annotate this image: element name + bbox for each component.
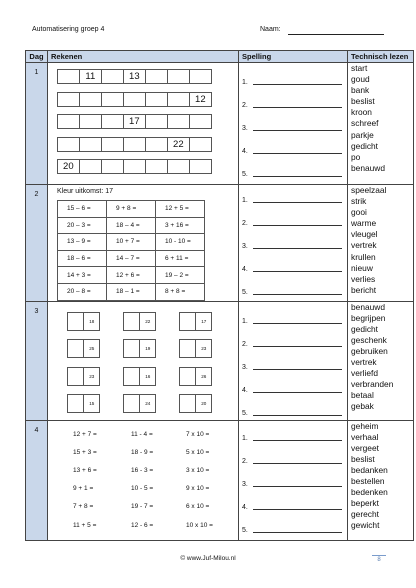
- sum-item[interactable]: 6 x 10 =: [186, 503, 210, 511]
- reading-word: benauwd: [351, 301, 385, 312]
- reading-word: gedicht: [351, 140, 379, 151]
- numberline-answer-cell[interactable]: [145, 159, 168, 174]
- split-given-box: 23: [83, 367, 100, 386]
- spelling-number: 4.: [242, 148, 248, 155]
- reading-word: bedenken: [351, 487, 388, 498]
- spelling-number: 3.: [242, 243, 248, 250]
- sum-cell[interactable]: 18 – 4 =: [107, 217, 156, 234]
- color-instruction: Kleur uitkomst: 17: [57, 188, 114, 195]
- mixed-sums-exercise: [48, 420, 239, 540]
- sum-cell[interactable]: 8 + 8 =: [156, 283, 205, 300]
- sum-cell[interactable]: 10 + 7 =: [107, 234, 156, 251]
- numberline-answer-cell[interactable]: [145, 92, 168, 107]
- worksheet-title: Automatisering groep 4: [32, 26, 105, 33]
- day-number: 4: [26, 420, 48, 540]
- sum-cell[interactable]: 18 – 1 =: [107, 283, 156, 300]
- spelling-number: 3.: [242, 125, 248, 132]
- numberline-row: [57, 137, 238, 152]
- sum-item[interactable]: 18 - 9 =: [131, 448, 154, 456]
- split-given-box: 26: [195, 367, 212, 386]
- sum-cell[interactable]: 14 + 3 =: [58, 267, 107, 284]
- col-header-spelling: Spelling: [239, 51, 348, 63]
- reading-word: gebruiken: [351, 345, 388, 356]
- numberline-given-cell: 11: [79, 69, 102, 84]
- name-field-line[interactable]: [288, 34, 384, 35]
- spelling-number: 5.: [242, 526, 248, 534]
- numberline-answer-cell[interactable]: [101, 69, 124, 84]
- numberline-answer-cell[interactable]: [189, 137, 212, 152]
- reading-word: verlies: [351, 273, 376, 284]
- reading-word: geheim: [351, 420, 379, 431]
- split-answer-box[interactable]: [67, 367, 84, 386]
- reading-word: schreef: [351, 118, 379, 129]
- numberline-answer-cell[interactable]: [57, 114, 80, 129]
- reading-word: begrijpen: [351, 312, 386, 323]
- reading-word: gerecht: [351, 509, 379, 520]
- sum-item[interactable]: 9 + 1 =: [73, 485, 94, 493]
- reading-word: verbranden: [351, 379, 394, 390]
- numberline-answer-cell[interactable]: [167, 92, 190, 107]
- spelling-number: 5.: [242, 409, 248, 417]
- spelling-line[interactable]: [242, 121, 342, 131]
- sums-row: [58, 267, 205, 284]
- spelling-number: 4.: [242, 386, 248, 394]
- table-header-row: [26, 51, 414, 63]
- split-answer-box[interactable]: [67, 312, 84, 331]
- sum-item[interactable]: 11 + 5 =: [73, 521, 97, 529]
- reading-word: bericht: [351, 284, 377, 295]
- sums-row: [58, 283, 205, 300]
- split-pair: [123, 394, 175, 413]
- sums-grid: [57, 200, 205, 301]
- reading-word: speelzaal: [351, 185, 387, 195]
- reading-word: verliefd: [351, 368, 378, 379]
- sums-row: [58, 201, 205, 218]
- split-given-box: 22: [139, 312, 156, 331]
- sums-exercise: [48, 185, 239, 302]
- reading-word: po: [351, 151, 361, 162]
- sum-item[interactable]: 7 x 10 =: [186, 430, 210, 438]
- numberline-answer-cell[interactable]: [167, 159, 190, 174]
- sum-cell[interactable]: 12 + 5 =: [156, 201, 205, 218]
- reading-word: warme: [351, 218, 377, 229]
- sum-item[interactable]: 3 x 10 =: [186, 466, 210, 474]
- spelling-number: 2.: [242, 340, 248, 348]
- sum-cell[interactable]: 13 – 9 =: [58, 234, 107, 251]
- sum-cell[interactable]: 14 – 7 =: [107, 250, 156, 267]
- numberline-answer-cell[interactable]: [79, 114, 102, 129]
- spelling-line[interactable]: [242, 216, 342, 226]
- split-pair: [67, 339, 119, 358]
- numberline-answer-cell[interactable]: [167, 69, 190, 84]
- numberline-exercise: [48, 63, 239, 185]
- split-pair: [123, 367, 175, 386]
- numberline-answer-cell[interactable]: [101, 159, 124, 174]
- reading-word: verhaal: [351, 431, 379, 442]
- reading-word: vertrek: [351, 240, 377, 251]
- numberline-answer-cell[interactable]: [145, 137, 168, 152]
- sum-item[interactable]: 11 - 4 =: [131, 430, 153, 438]
- day-row: [26, 420, 414, 540]
- split-pair: [179, 312, 231, 331]
- numberline-answer-cell[interactable]: [189, 69, 212, 84]
- col-header-technisch: Technisch lezen: [348, 51, 414, 63]
- split-answer-box[interactable]: [179, 312, 196, 331]
- split-answer-box[interactable]: [179, 367, 196, 386]
- spelling-number: 2.: [242, 102, 248, 109]
- sum-cell[interactable]: 19 – 2 =: [156, 267, 205, 284]
- reading-word: beslist: [351, 453, 375, 464]
- spelling-line[interactable]: [242, 98, 342, 108]
- sum-item[interactable]: 15 + 3 =: [73, 448, 97, 456]
- spelling-write-line[interactable]: [253, 415, 342, 416]
- word-list: [348, 185, 414, 302]
- reading-word: kroon: [351, 107, 372, 118]
- sum-item[interactable]: 7 + 8 =: [73, 503, 94, 511]
- sum-item[interactable]: 5 x 10 =: [186, 448, 210, 456]
- numberline-given-cell: 12: [189, 92, 212, 107]
- name-label: Naam:: [260, 26, 281, 33]
- col-header-rekenen: Rekenen: [48, 51, 239, 63]
- reading-word: gebak: [351, 401, 374, 412]
- numberline-answer-cell[interactable]: [145, 114, 168, 129]
- sum-cell[interactable]: 12 + 6 =: [107, 267, 156, 284]
- reading-word: geschenk: [351, 334, 387, 345]
- split-given-box: 19: [139, 339, 156, 358]
- reading-word: beperkt: [351, 498, 379, 509]
- split-given-box: 16: [139, 367, 156, 386]
- spelling-number: 5.: [242, 289, 248, 296]
- numberline-given-cell: 13: [123, 69, 146, 84]
- numberline-answer-cell[interactable]: [145, 69, 168, 84]
- reading-word: nieuw: [351, 262, 373, 273]
- spelling-write-line[interactable]: [253, 294, 342, 295]
- sum-cell[interactable]: 20 – 3 =: [58, 217, 107, 234]
- split-pair: [67, 394, 119, 413]
- split-answer-box[interactable]: [179, 339, 196, 358]
- spelling-write-line[interactable]: [253, 271, 342, 272]
- worksheet-table: [25, 50, 414, 541]
- spelling-write-line[interactable]: [253, 248, 342, 249]
- sum-cell[interactable]: 3 + 16 =: [156, 217, 205, 234]
- reading-word: vertrek: [351, 357, 377, 368]
- numberline-row: [57, 69, 238, 84]
- sum-item[interactable]: 10 - 5 =: [131, 485, 154, 493]
- sum-item[interactable]: 16 - 3 =: [131, 466, 154, 474]
- split-given-box: 15: [83, 394, 100, 413]
- spelling-area: [239, 301, 348, 420]
- day-number: 1: [26, 63, 48, 185]
- spelling-number: 2.: [242, 457, 248, 465]
- mixed-sums-grid: [73, 426, 238, 535]
- split-answer-box[interactable]: [67, 339, 84, 358]
- split-pair: [179, 394, 231, 413]
- day-row: [26, 63, 414, 185]
- reading-word: strik: [351, 196, 367, 207]
- day-row: [26, 185, 414, 302]
- numberline-answer-cell[interactable]: [57, 69, 80, 84]
- reading-word: betaal: [351, 390, 374, 401]
- col-header-dag: Dag: [26, 51, 48, 63]
- spelling-number: 3.: [242, 363, 248, 371]
- numberline-given-cell: 20: [57, 159, 80, 174]
- spelling-number: 2.: [242, 220, 248, 227]
- split-pair: [123, 339, 175, 358]
- spelling-line[interactable]: [242, 167, 342, 177]
- word-list: [348, 63, 414, 185]
- page-header: [32, 26, 384, 38]
- spelling-write-line[interactable]: [253, 440, 342, 441]
- spelling-number: 1.: [242, 79, 248, 86]
- numberline-row: [57, 92, 238, 107]
- reading-word: vergeet: [351, 442, 379, 453]
- split-pair: [179, 367, 231, 386]
- spelling-write-line[interactable]: [253, 84, 342, 85]
- reading-word: vleugel: [351, 229, 378, 240]
- reading-word: bestellen: [351, 476, 385, 487]
- spelling-write-line[interactable]: [253, 509, 342, 510]
- sum-cell[interactable]: 20 – 8 =: [58, 283, 107, 300]
- spelling-line[interactable]: [242, 500, 342, 510]
- spelling-number: 1.: [242, 317, 248, 325]
- day-number: 3: [26, 301, 48, 420]
- numberline-answer-cell[interactable]: [123, 159, 146, 174]
- spelling-number: 1.: [242, 434, 248, 442]
- spelling-area: [239, 420, 348, 540]
- numberline-row: [57, 114, 238, 129]
- numberline-answer-cell[interactable]: [123, 137, 146, 152]
- spelling-line[interactable]: [242, 144, 342, 154]
- spelling-line[interactable]: [242, 285, 342, 295]
- spelling-line[interactable]: [242, 75, 342, 85]
- split-answer-box[interactable]: [123, 394, 140, 413]
- word-list: [348, 420, 414, 540]
- sum-cell[interactable]: 10 - 10 =: [156, 234, 205, 251]
- spelling-line[interactable]: [242, 406, 342, 416]
- page-number: 8: [372, 555, 386, 563]
- sums-row: [58, 234, 205, 251]
- split-answer-box[interactable]: [123, 339, 140, 358]
- spelling-line[interactable]: [242, 239, 342, 249]
- numberline-answer-cell[interactable]: [101, 114, 124, 129]
- sum-item[interactable]: 12 - 6 =: [131, 521, 154, 529]
- split-pair: [67, 312, 119, 331]
- reading-word: parkje: [351, 129, 374, 140]
- numberline-answer-cell[interactable]: [167, 114, 190, 129]
- numberline-answer-cell[interactable]: [57, 92, 80, 107]
- spelling-write-line[interactable]: [253, 153, 342, 154]
- split-given-box: 20: [195, 394, 212, 413]
- numberline-given-cell: 22: [167, 137, 190, 152]
- numberline-answer-cell[interactable]: [57, 137, 80, 152]
- spelling-write-line[interactable]: [253, 323, 342, 324]
- sum-item[interactable]: 12 + 7 =: [73, 430, 97, 438]
- sum-cell[interactable]: 6 + 11 =: [156, 250, 205, 267]
- split-given-box: 25: [83, 339, 100, 358]
- split-given-box: 18: [83, 312, 100, 331]
- split-given-box: 24: [139, 394, 156, 413]
- sum-item[interactable]: 19 - 7 =: [131, 503, 154, 511]
- spelling-line[interactable]: [242, 314, 342, 324]
- spelling-write-line[interactable]: [253, 486, 342, 487]
- spelling-line[interactable]: [242, 337, 342, 347]
- reading-word: gooi: [351, 207, 367, 218]
- sum-cell[interactable]: 9 + 8 =: [107, 201, 156, 218]
- numberline-row: [57, 159, 238, 174]
- numberline-given-cell: 17: [123, 114, 146, 129]
- spelling-line[interactable]: [242, 262, 342, 272]
- numberline-answer-cell[interactable]: [189, 114, 212, 129]
- spelling-area: [239, 63, 348, 185]
- reading-word: benauwd: [351, 162, 385, 173]
- spelling-line[interactable]: [242, 454, 342, 464]
- splits-exercise: [48, 301, 239, 420]
- sums-row: [58, 250, 205, 267]
- split-pair: [123, 312, 175, 331]
- spelling-line[interactable]: [242, 477, 342, 487]
- spelling-area: [239, 185, 348, 302]
- spelling-write-line[interactable]: [253, 107, 342, 108]
- spelling-write-line[interactable]: [253, 532, 342, 533]
- split-answer-box[interactable]: [123, 367, 140, 386]
- spelling-write-line[interactable]: [253, 463, 342, 464]
- reading-word: start: [351, 63, 368, 73]
- spelling-write-line[interactable]: [253, 392, 342, 393]
- split-given-box: 17: [195, 312, 212, 331]
- sum-item[interactable]: 13 + 6 =: [73, 466, 97, 474]
- spelling-write-line[interactable]: [253, 225, 342, 226]
- numberline-answer-cell[interactable]: [79, 92, 102, 107]
- sums-row: [58, 217, 205, 234]
- reading-word: bank: [351, 85, 370, 96]
- split-pair: [67, 367, 119, 386]
- split-answer-box[interactable]: [179, 394, 196, 413]
- sum-cell[interactable]: 18 – 6 =: [58, 250, 107, 267]
- spelling-write-line[interactable]: [253, 130, 342, 131]
- spelling-write-line[interactable]: [253, 346, 342, 347]
- sum-item[interactable]: 10 x 10 =: [186, 521, 213, 529]
- split-answer-box[interactable]: [67, 394, 84, 413]
- numberline-answer-cell[interactable]: [79, 137, 102, 152]
- numberline-answer-cell[interactable]: [101, 92, 124, 107]
- spelling-line[interactable]: [242, 431, 342, 441]
- spelling-number: 5.: [242, 171, 248, 178]
- sum-item[interactable]: 9 x 10 =: [186, 485, 210, 493]
- spelling-line[interactable]: [242, 523, 342, 533]
- reading-word: beslist: [351, 96, 375, 107]
- reading-word: krullen: [351, 251, 376, 262]
- reading-word: gedicht: [351, 323, 379, 334]
- numberline-answer-cell[interactable]: [189, 159, 212, 174]
- spelling-number: 4.: [242, 503, 248, 511]
- footer-copyright: © www.Juf-Milou.nl: [180, 555, 236, 562]
- splits-grid: [67, 312, 238, 414]
- word-list: [348, 301, 414, 420]
- numberline-answer-cell[interactable]: [101, 137, 124, 152]
- spelling-write-line[interactable]: [253, 202, 342, 203]
- spelling-write-line[interactable]: [253, 369, 342, 370]
- sum-cell[interactable]: 15 – 6 =: [58, 201, 107, 218]
- reading-word: goud: [351, 74, 370, 85]
- split-answer-box[interactable]: [123, 312, 140, 331]
- day-row: [26, 301, 414, 420]
- split-given-box: 23: [195, 339, 212, 358]
- spelling-write-line[interactable]: [253, 176, 342, 177]
- split-pair: [179, 339, 231, 358]
- spelling-line[interactable]: [242, 360, 342, 370]
- numberline-answer-cell[interactable]: [123, 92, 146, 107]
- reading-word: bedanken: [351, 464, 388, 475]
- spelling-number: 3.: [242, 480, 248, 488]
- spelling-line[interactable]: [242, 193, 342, 203]
- numberline-answer-cell[interactable]: [79, 159, 102, 174]
- spelling-line[interactable]: [242, 383, 342, 393]
- reading-word: gewicht: [351, 520, 380, 531]
- spelling-number: 4.: [242, 266, 248, 273]
- spelling-number: 1.: [242, 197, 248, 204]
- day-number: 2: [26, 185, 48, 302]
